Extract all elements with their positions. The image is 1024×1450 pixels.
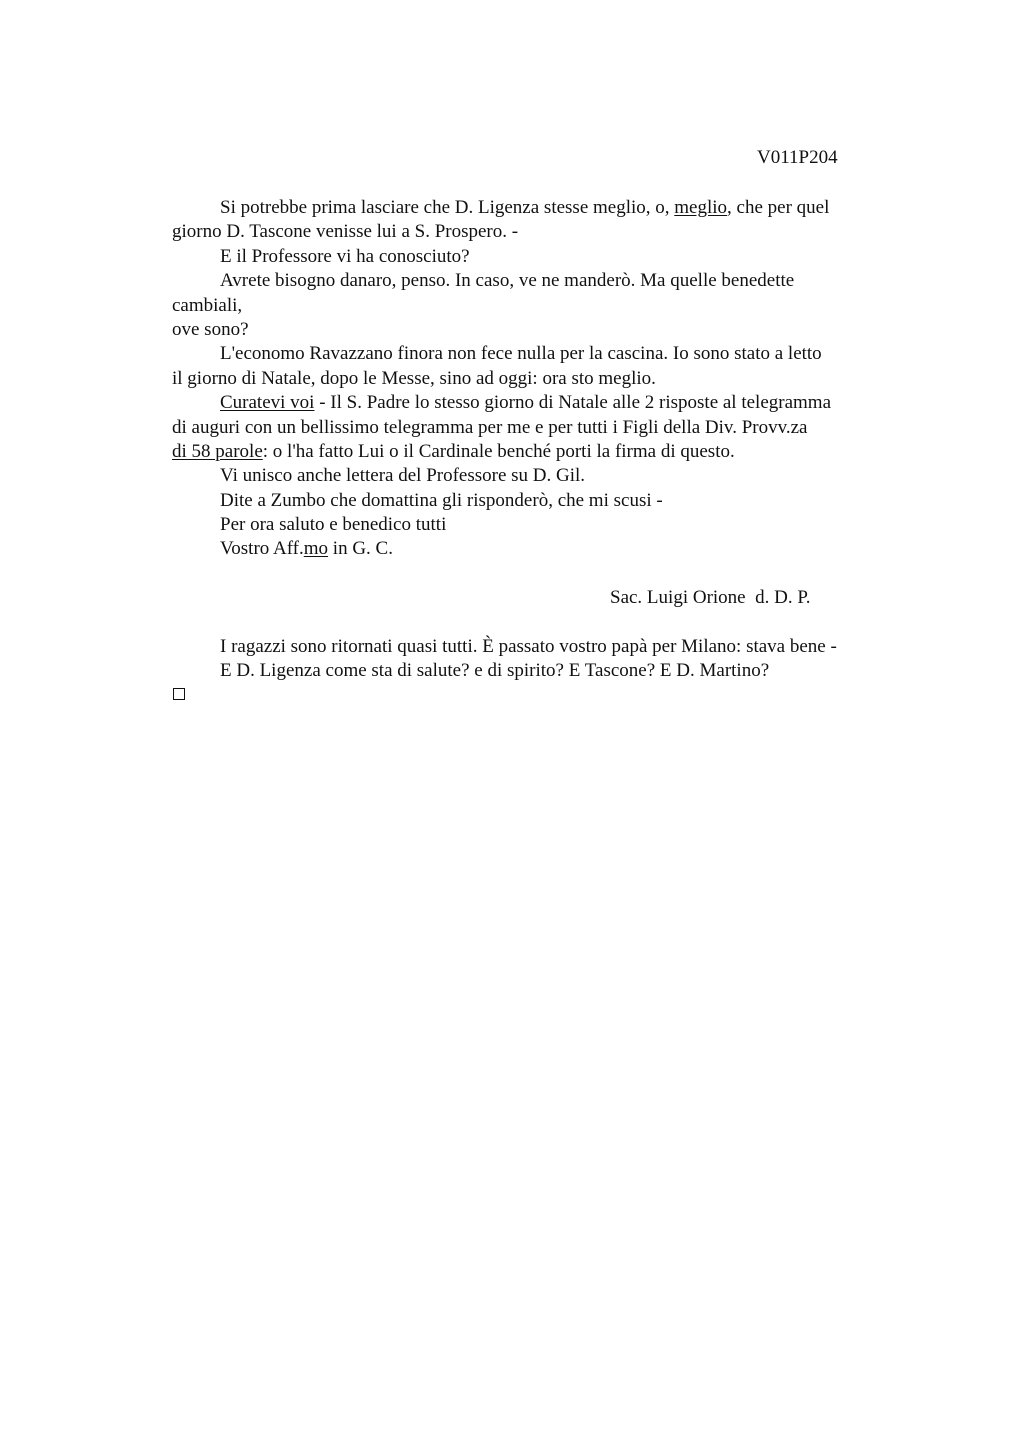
document-id: V011P204 — [757, 147, 838, 168]
paragraph-line: E il Professore vi ha conosciuto? — [220, 245, 470, 267]
underlined-text: mo — [303, 538, 329, 560]
underlined-text: Curatevi voi — [220, 392, 315, 414]
paragraph-line: Per ora saluto e benedico tutti — [220, 514, 447, 536]
paragraph-line: ove sono? — [172, 318, 249, 340]
letter-body — [172, 196, 892, 562]
paragraph-line: Avrete bisogno danaro, penso. In caso, ve ne manderò. Ma quelle benedette — [220, 270, 795, 292]
postscript-line: I ragazzi sono ritornati quasi tutti. È passato vostro papà per Milano: stava bene - — [220, 636, 837, 657]
empty-square-icon — [173, 688, 185, 700]
text-run: Si potrebbe prima lasciare che D. Ligenza stesse meglio, o, — [220, 197, 675, 218]
postscript-line: E D. Ligenza come sta di salute? e di spirito? E Tascone? E D. Martino? — [220, 660, 770, 682]
paragraph-line: di auguri con un bellissimo telegramma per me e per tutti i Figli della Div. Provv.za — [172, 416, 808, 438]
postscript — [172, 635, 912, 684]
text-run: in G. C. — [328, 538, 393, 560]
paragraph-line: il giorno di Natale, dopo le Messe, sino ad oggi: ora sto meglio. — [172, 367, 656, 389]
paragraph-line — [172, 391, 892, 415]
text-run: Vostro Aff. — [220, 538, 304, 560]
paragraph-line: Dite a Zumbo che domattina gli risponderò, che mi scusi - — [220, 489, 663, 511]
text-run: : o l'ha fatto Lui o il Cardinale benché porti la firma di questo. — [262, 440, 735, 462]
paragraph-line: cambiali, — [172, 294, 243, 316]
paragraph-line — [172, 440, 892, 464]
underlined-text: meglio — [674, 197, 728, 218]
paragraph-line — [172, 196, 892, 220]
paragraph-line: L'economo Ravazzano finora non fece nulla per la cascina. Io sono stato a letto — [220, 343, 822, 365]
paragraph-line: Vi unisco anche lettera del Professore su D. Gil. — [220, 465, 586, 487]
underlined-text: di 58 parole — [172, 440, 263, 462]
text-run: , che per quel — [727, 197, 830, 218]
paragraph-line: giorno D. Tascone venisse lui a S. Prospero. - — [172, 221, 519, 243]
text-run: - Il S. Padre lo stesso giorno di Natale alle 2 risposte al telegramma — [314, 392, 832, 414]
closing-line — [172, 537, 892, 561]
signature: Sac. Luigi Orione d. D. P. — [610, 587, 811, 608]
